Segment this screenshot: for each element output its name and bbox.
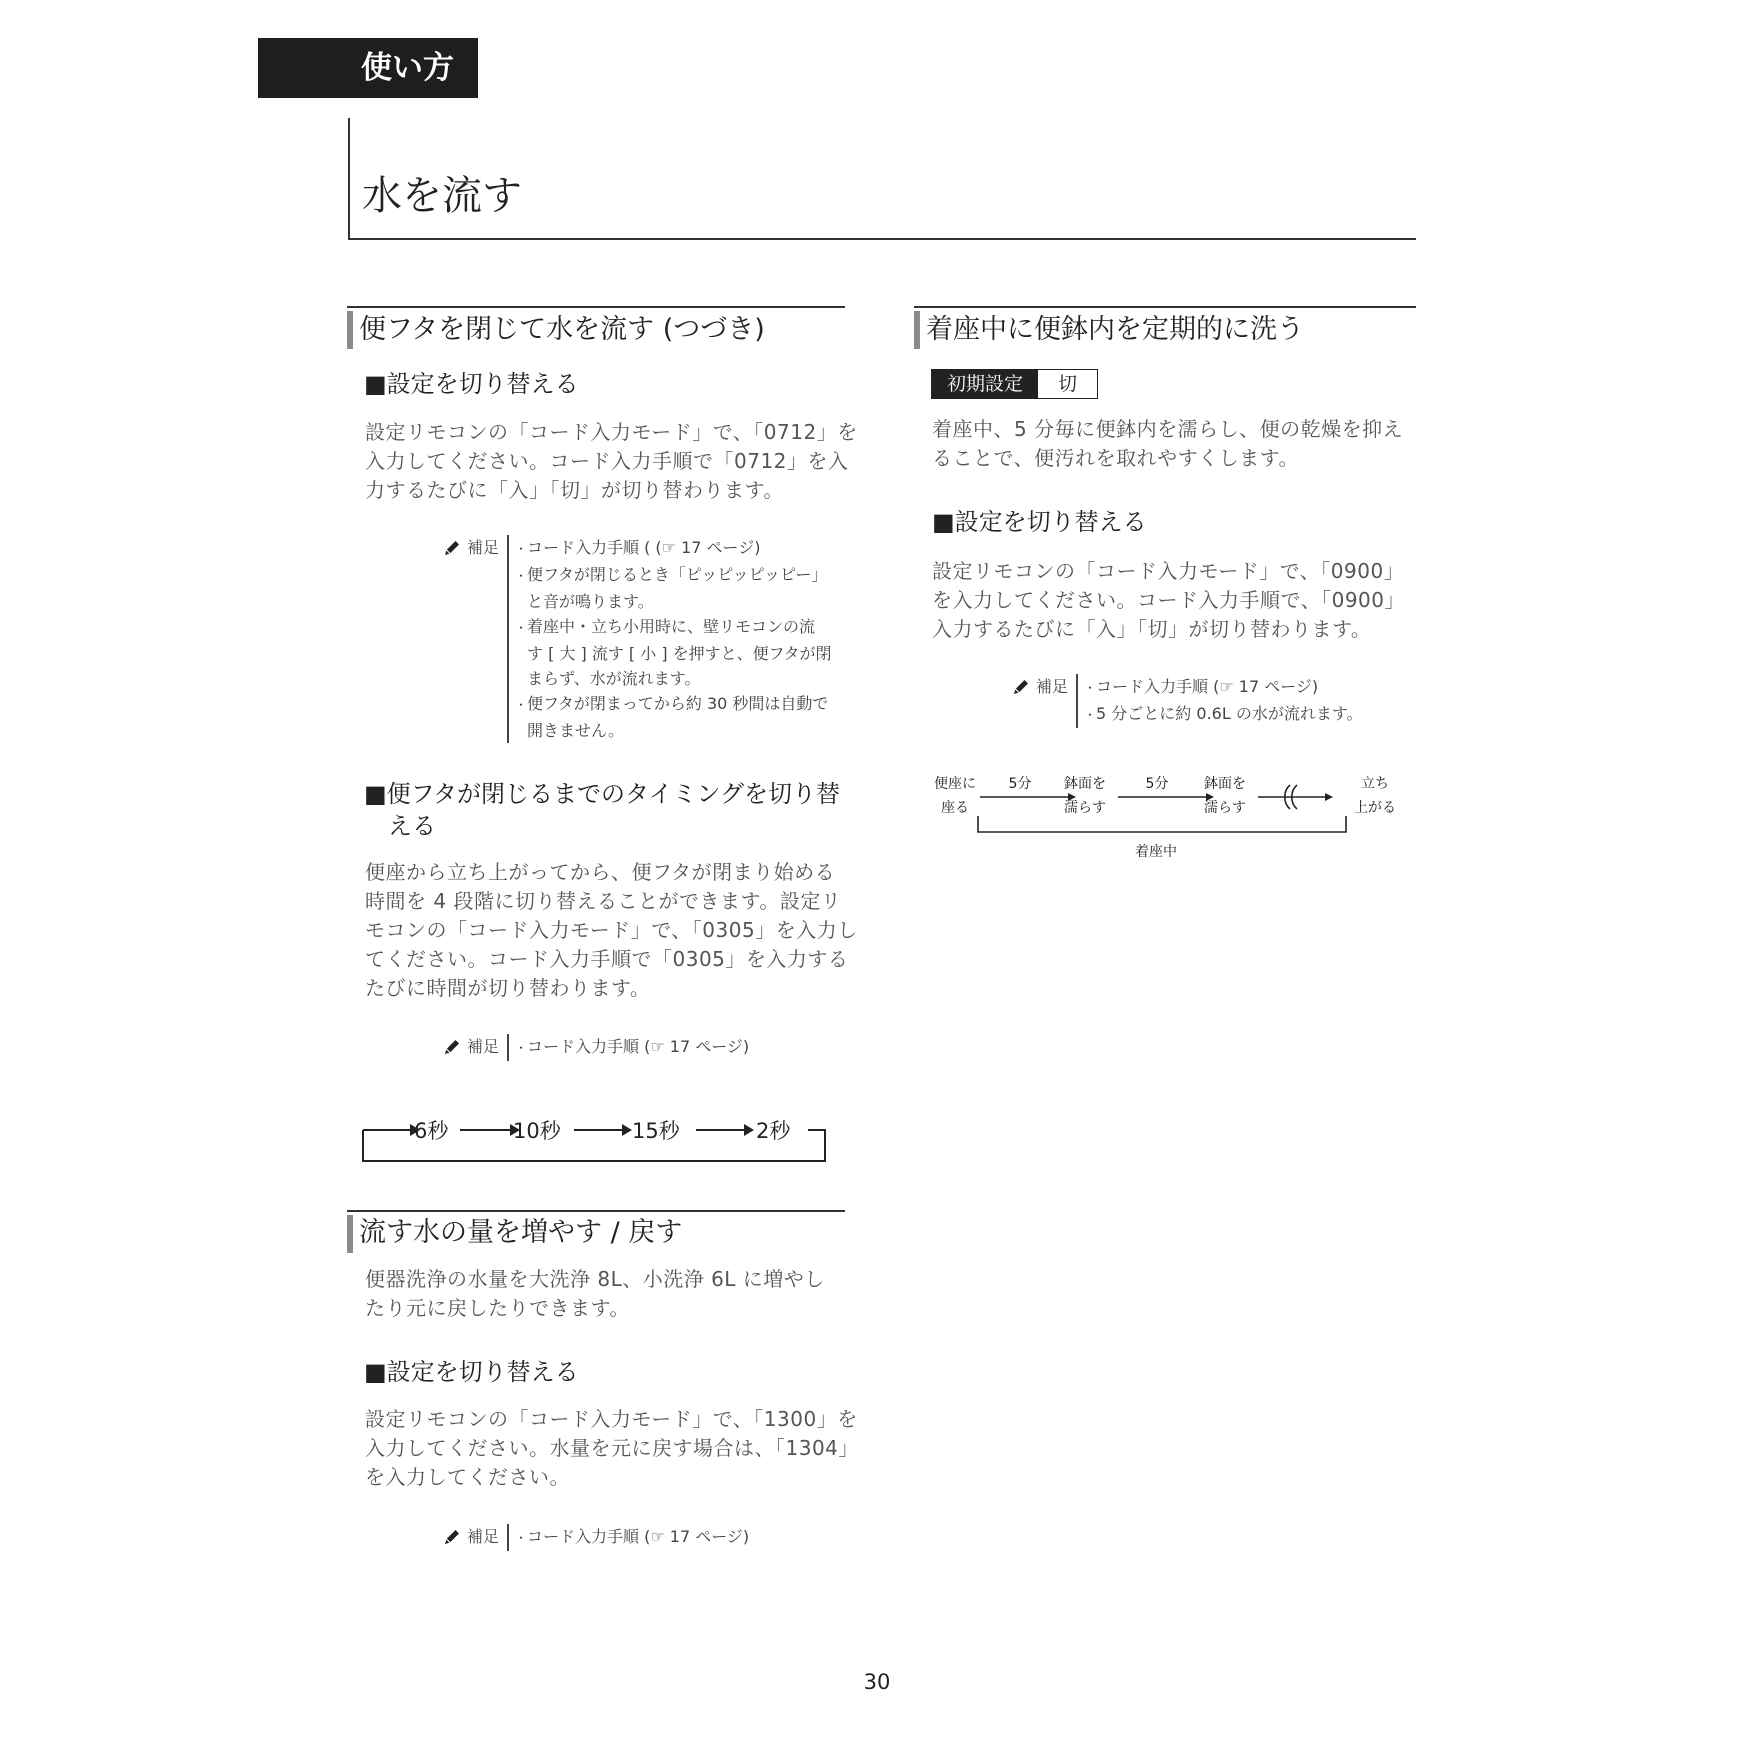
cycle-step-wet: 鉢面を 濡らす bbox=[1064, 776, 1106, 816]
section-tab: 使い方 bbox=[258, 38, 478, 98]
note-box bbox=[1012, 674, 1363, 728]
section-rule bbox=[347, 306, 845, 308]
section-rule bbox=[347, 1210, 845, 1212]
section-bar bbox=[914, 311, 920, 349]
subsection-heading: ■設定を切り替える bbox=[932, 508, 1147, 536]
cycle-step-stand: 立ち 上がる bbox=[1354, 776, 1396, 816]
section-heading: 便フタを閉じて水を流す (つづき) bbox=[359, 314, 765, 345]
title-rule-horizontal bbox=[348, 238, 1416, 240]
cycle-bracket-label: 着座中 bbox=[1135, 844, 1177, 860]
pencil-icon bbox=[443, 1038, 461, 1056]
subsection-heading: ■設定を切り替える bbox=[364, 1358, 579, 1386]
note-label: 補足 bbox=[1012, 674, 1068, 699]
pencil-icon bbox=[1012, 678, 1030, 696]
section-rule bbox=[914, 306, 1416, 308]
note-item: ・ 便フタが閉まってから約 30 秒間は自動で 開きません。 bbox=[515, 691, 832, 743]
note-label: 補足 bbox=[443, 1034, 499, 1059]
initial-setting-badge bbox=[931, 369, 1098, 399]
body-paragraph: 設定リモコンの「コード入力モード」で、「0900」 を入力してください。コード入力手順で、「0900」 入力するたびに「入」「切」が切り替わります。 bbox=[932, 559, 1405, 641]
note-item: ・ 便フタが閉じるとき「ピッピッピッピー」 と音が鳴ります。 bbox=[515, 562, 832, 614]
cycle-interval: 5分 bbox=[1145, 776, 1169, 792]
note-box bbox=[443, 1034, 749, 1061]
section-heading: 着座中に便鉢内を定期的に洗う bbox=[926, 314, 1304, 345]
note-label: 補足 bbox=[443, 1524, 499, 1549]
note-box bbox=[443, 535, 832, 743]
note-item: ・ コード入力手順 ( (☞ 17 ページ) bbox=[515, 535, 832, 562]
timing-step: 10秒 bbox=[513, 1119, 561, 1143]
section-bar bbox=[347, 311, 353, 349]
note-box bbox=[443, 1524, 749, 1551]
timing-step: 15秒 bbox=[632, 1119, 680, 1143]
section-bar bbox=[347, 1215, 353, 1253]
badge-label: 初期設定 bbox=[932, 370, 1038, 398]
body-paragraph: 便器洗浄の水量を大洗浄 8L、小洗浄 6L に増やし たり元に戻したりできます。 bbox=[365, 1267, 825, 1320]
note-item: ・ コード入力手順 (☞ 17 ページ) bbox=[515, 1524, 749, 1551]
pencil-icon bbox=[443, 539, 461, 557]
page-title: 水を流す bbox=[362, 173, 522, 219]
note-item: ・ コード入力手順 (☞ 17 ページ) bbox=[515, 1034, 749, 1061]
title-rule-vertical bbox=[348, 118, 350, 240]
note-item: ・ コード入力手順 (☞ 17 ページ) bbox=[1084, 674, 1363, 701]
body-paragraph: 設定リモコンの「コード入力モード」で、「1300」を 入力してください。水量を元に戻す場合は、「1304」 を入力してください。 bbox=[365, 1407, 859, 1489]
body-paragraph: 便座から立ち上がってから、便フタが閉まり始める 時間を 4 段階に切り替えることができます。設定リ モコンの「コード入力モード」で、「0305」を入力し てください。コード入力手順で「0305」を入力する たびに時間が切り替わります。 bbox=[365, 860, 858, 1000]
note-item: ・ 5 分ごとに約 0.6L の水が流れます。 bbox=[1084, 701, 1363, 728]
cycle-step-sit: 便座に 座る bbox=[934, 776, 976, 816]
section-heading: 流す水の量を増やす / 戻す bbox=[359, 1217, 683, 1248]
pencil-icon bbox=[443, 1528, 461, 1546]
subsection-heading: ■設定を切り替える bbox=[364, 370, 579, 398]
note-label: 補足 bbox=[443, 535, 499, 560]
timing-step: 2秒 bbox=[756, 1119, 791, 1143]
page-number: 30 bbox=[863, 1670, 891, 1694]
cycle-step-wet: 鉢面を 濡らす bbox=[1204, 776, 1246, 816]
body-paragraph: 着座中、5 分毎に便鉢内を濡らし、便の乾燥を抑え ることで、便汚れを取れやすくします。 bbox=[932, 417, 1404, 470]
timing-step: 6秒 bbox=[414, 1119, 449, 1143]
body-paragraph: 設定リモコンの「コード入力モード」で、「0712」を 入力してください。コード入力手順で「0712」を入 力するたびに「入」「切」が切り替わります。 bbox=[365, 420, 858, 502]
note-item: ・ 着座中・立ち小用時に、壁リモコンの流 す [ 大 ] 流す [ 小 ] を押すと、便フタが閉 まらず、水が流れます。 bbox=[515, 614, 832, 691]
badge-value: 切 bbox=[1058, 373, 1078, 395]
cycle-interval: 5分 bbox=[1008, 776, 1032, 792]
subsection-heading: ■便フタが閉じるまでのタイミングを切り替 える bbox=[364, 780, 841, 840]
